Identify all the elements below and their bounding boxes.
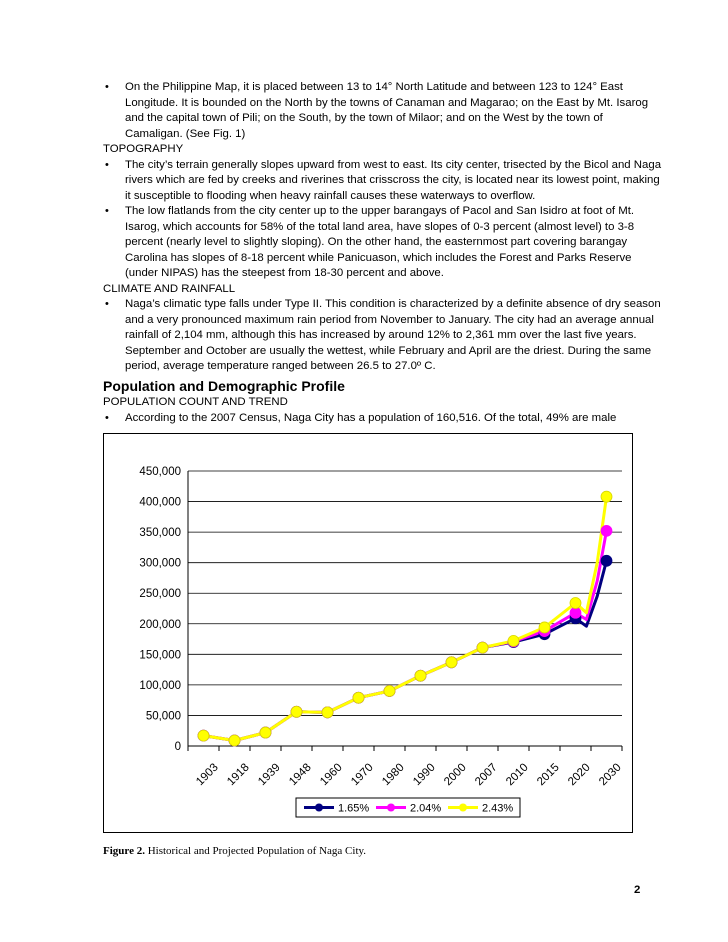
list-item: [103, 297, 663, 375]
y-tick-label: 0: [174, 741, 181, 753]
chart-canvas: [104, 434, 632, 832]
data-point: [291, 706, 302, 717]
x-tick-label: 1970: [349, 761, 376, 789]
data-point: [539, 622, 550, 633]
section-title: Population and Demographic Profile: [103, 378, 345, 394]
data-point: [415, 670, 426, 681]
y-tick-label: 250,000: [139, 588, 181, 601]
legend-label: 2.04%: [410, 802, 442, 815]
list-item: [103, 204, 663, 282]
page-number: 2: [634, 884, 641, 896]
x-tick-label: 2030: [597, 761, 624, 789]
climate-paragraph: Naga’s climatic type falls under Type II. This condition is characterized by a definite absence of dry season and a very pronounced maximum rain period from November to January. The city had an average annual rainfall of 2,104 mm, although this has increased by around 12% to 2,361 mm over the last five years. September and October are usually the wettest, while February and April are the driest. During the same period, average temperature ranged between 26.5 to 27.0º C.: [125, 298, 661, 372]
y-tick-label: 150,000: [139, 649, 181, 662]
legend-label: 1.65%: [338, 802, 370, 815]
topography-heading: TOPOGRAPHY: [103, 143, 184, 155]
bullet-icon: •: [105, 81, 109, 93]
x-tick-label: 1990: [411, 761, 438, 789]
data-point: [570, 598, 581, 609]
data-point: [601, 525, 612, 536]
legend-swatch-marker: [387, 804, 395, 812]
y-tick-label: 450,000: [139, 466, 181, 478]
x-tick-label: 1980: [380, 761, 407, 789]
data-point: [353, 692, 364, 703]
body-text: [103, 80, 663, 375]
bullet-icon: •: [105, 411, 109, 424]
legend-swatch-marker: [459, 804, 467, 812]
bullet-icon: •: [105, 298, 109, 310]
population-section: [103, 395, 663, 426]
series-line-1.65%: [204, 561, 607, 741]
y-tick-label: 400,000: [139, 496, 181, 509]
legend-label: 2.43%: [482, 802, 514, 815]
data-point: [508, 635, 519, 646]
terrain-paragraph: The city’s terrain generally slopes upward from west to east. Its city center, trisected by the Bicol and Naga rivers which are fed by creeks and riverines that crisscross the city, is located near its lowest point, making it susceptible to flooding when heavy rainfall causes these waterways to overflow.: [125, 158, 662, 202]
x-tick-label: 1960: [318, 761, 345, 789]
y-tick-label: 350,000: [139, 527, 181, 540]
data-point: [322, 707, 333, 718]
bullet-icon: •: [105, 158, 109, 171]
x-tick-label: 1903: [194, 761, 221, 789]
x-tick-label: 1939: [256, 761, 283, 789]
data-point: [446, 657, 457, 668]
list-item: [103, 411, 663, 427]
y-tick-label: 50,000: [145, 710, 181, 723]
data-point: [601, 491, 612, 502]
data-point: [477, 642, 488, 653]
x-tick-label: 1918: [225, 761, 252, 789]
data-point: [384, 686, 395, 697]
caption-label: Figure 2.: [103, 845, 145, 857]
figure-caption: [103, 845, 366, 857]
data-point: [198, 730, 209, 741]
caption-text: Historical and Projected Population of Naga City.: [147, 845, 367, 857]
y-tick-label: 300,000: [139, 557, 181, 570]
x-tick-label: 2007: [473, 761, 500, 789]
population-heading: POPULATION COUNT AND TREND: [103, 396, 288, 408]
x-tick-label: 2015: [535, 761, 562, 789]
x-tick-label: 1948: [287, 761, 314, 789]
list-item: [103, 80, 663, 142]
data-point: [260, 727, 271, 738]
data-point: [570, 607, 581, 618]
climate-heading: CLIMATE AND RAINFALL: [103, 282, 236, 295]
legend-swatch-marker: [315, 804, 323, 812]
population-paragraph: According to the 2007 Census, Naga City has a population of 160,516. Of the total, 49% are male: [125, 411, 617, 424]
bullet-icon: •: [105, 205, 109, 217]
data-point: [229, 735, 240, 746]
population-chart: [103, 433, 633, 833]
x-tick-label: 2010: [504, 761, 531, 789]
y-tick-label: 200,000: [139, 618, 181, 631]
y-tick-label: 100,000: [139, 679, 181, 692]
location-paragraph: On the Philippine Map, it is placed between 13 to 14° North Latitude and between 123 to 124° East Longitude. It is bounded on the North by the towns of Canaman and Magarao; on the East by Mt. Isarog and the capital town of Pili; on the South, by the town of Milaor; and on the West by the town of Camaligan. (See Fig. 1): [125, 81, 649, 140]
data-point: [601, 555, 612, 566]
series-line-2.43%: [204, 497, 607, 741]
x-tick-label: 2020: [566, 761, 593, 789]
flatlands-paragraph: The low flatlands from the city center up to the upper barangays of Pacol and San Isidro at foot of Mt. Isarog, which accounts for 58% of the total land area, have slopes of 0-3 percent (almost level) to 3-8 percent (nearly level to slightly sloping). On the other hand, the easternmost part covering barangay Carolina has slopes of 8-18 percent while Panicuason, which includes the Forest and Parks Reserve (under NIPAS) has the steepest from 18-30 percent and above.: [125, 205, 635, 279]
list-item: [103, 158, 663, 205]
x-tick-label: 2000: [442, 761, 469, 789]
